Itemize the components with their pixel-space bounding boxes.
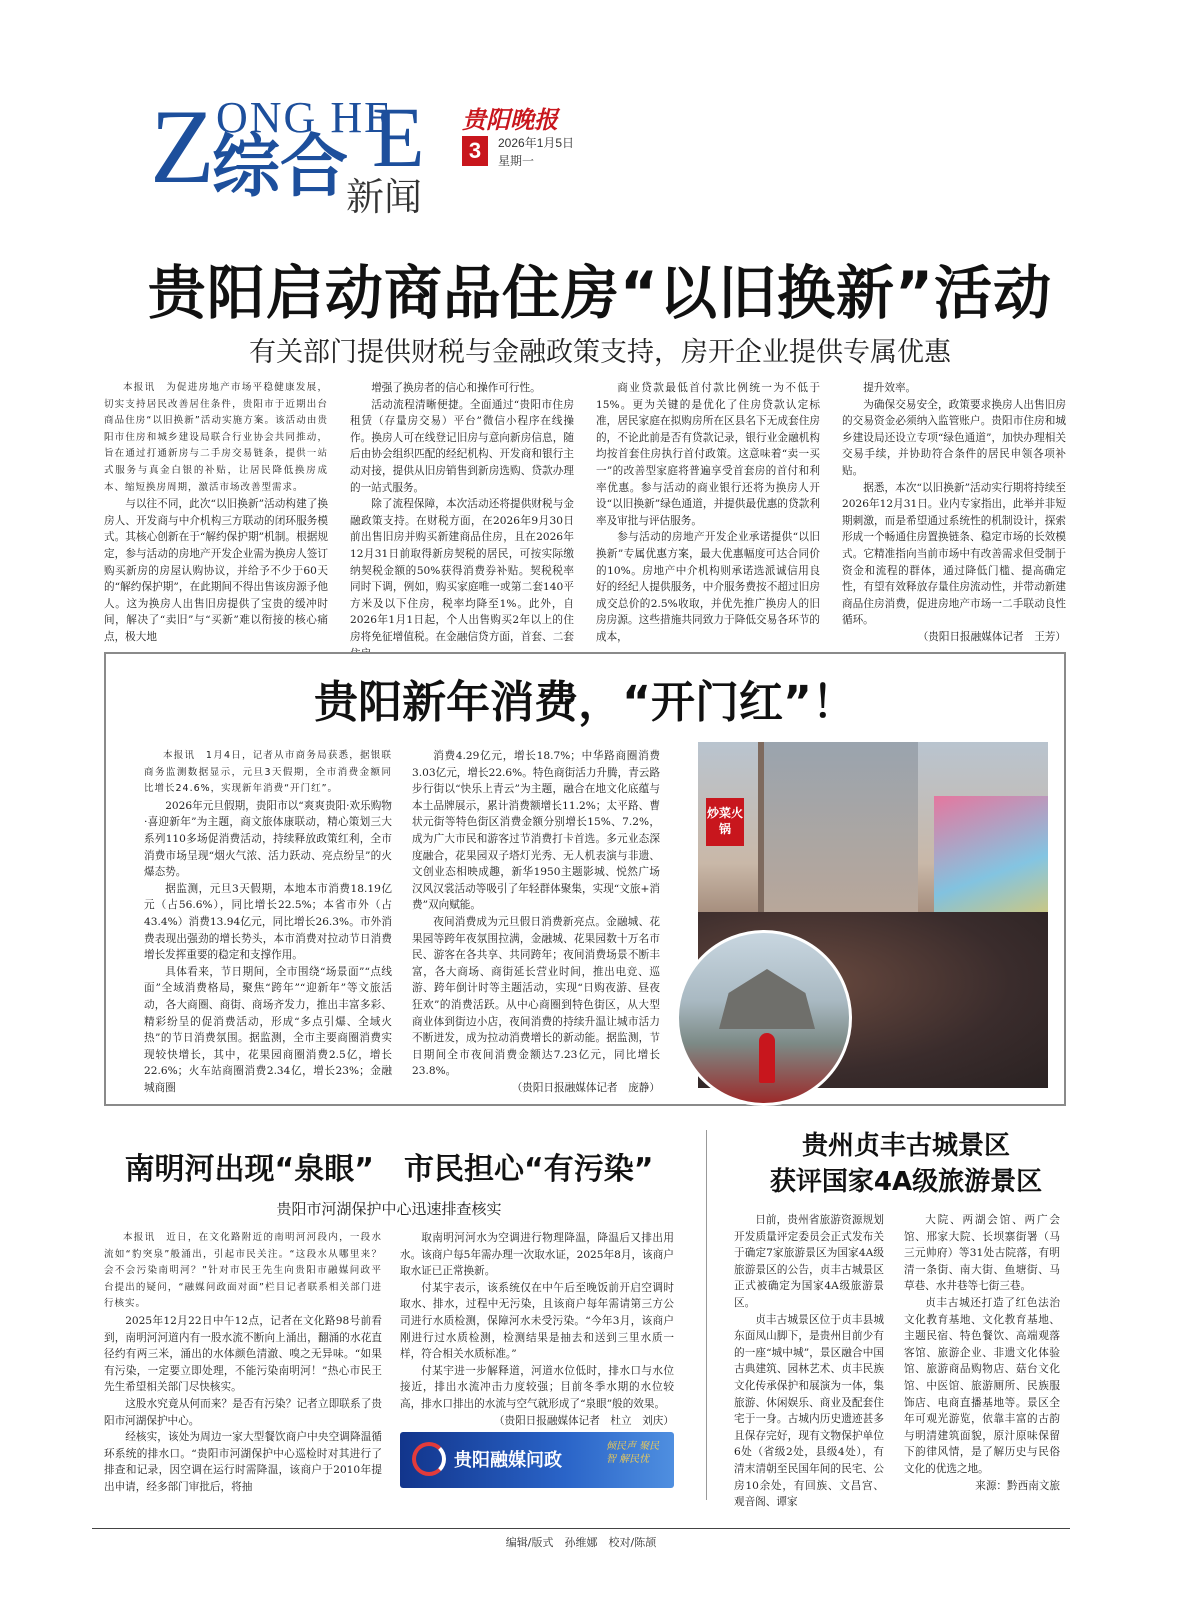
story-b-column-1 xyxy=(734,1212,884,1509)
photo-building xyxy=(758,742,918,912)
paragraph: 除了流程保障，本次活动还将提供财税与金融政策支持。在财税方面，在2026年9月30日前出售旧房并购买新建商品住房，且在2026年12月31日前取得新房契税的居民，可按实际缴纳契税金额的50%获得消费券补贴。契税税率同时下调，例如，购买家庭唯一或第二套140平方米及以下住房，税率均降至1%。此外，自2026年1月1日起，个人出售购买2年以上的住房将免征增值税。在金融信贷方面，首套、二套 xyxy=(350,498,574,643)
paragraph: 商业贷款最低首付款比例统一为不低于15%。更为关键的是优化了住房贷款认定标准，居民家庭在拟购房所在区县名下无成套住房的，不论此前是否有贷款记录，银行业金融机构均按首套住房执行首付政策。这意味着“卖一买一”的改善型家庭将普遍享受首套房的首付和利率优惠。参与活动的商业银行还将为换房人开设“以旧换新”绿色通道，并提供最优惠的贷款利率及审批与评估服务。 xyxy=(596,382,820,527)
paragraph: 参与活动的房地产开发企业承诺提供“以旧换新”专属优惠方案，最大优惠幅度可达合同价的10%。房地产中介机构则承诺选派诚信用良好的经纪人提供服务，中介服务费按不超过旧房成交总价的2.5%收取，并优先推广换房人的旧房房源。这些措施共同致力于降低交易各环节的成本， xyxy=(596,531,820,643)
paragraph: 提升效率。 xyxy=(863,382,917,394)
paragraph: 付某宇表示，该系统仅在中午后至晚饭前开启空调时取水、排水，过程中无污染，且该商户每年需请第三方公司进行水质检测，保障河水未受污染。“今年3月，该商户刚进行过水质检测，检测结果是抽去和送到三里水质一样，符合相关水质标准。” xyxy=(400,1281,674,1361)
wenzheng-banner[interactable] xyxy=(400,1432,674,1488)
lead-column-4 xyxy=(842,380,1066,643)
lead-subhead: 有关部门提供财税与金融政策支持，房开企业提供专属优惠 xyxy=(249,337,951,368)
paragraph: 本报讯 1月4日，记者从市商务局获悉，据银联商务监测数据显示，元旦3天假期，全市消费金额同比增长24.6%，实现新年消费“开门红”。 xyxy=(144,750,392,795)
byline: 来源：黔西南文旅 xyxy=(975,1479,1060,1492)
section-title: 综合 xyxy=(212,128,349,207)
masthead xyxy=(150,88,490,218)
newspaper-logo: 贵阳晚报 xyxy=(462,105,558,134)
photo-shop-sign: 炒菜火锅 xyxy=(706,798,744,846)
section-subtitle: 新闻 xyxy=(346,175,423,219)
paragraph: 与以往不同，此次“以旧换新”活动构建了换房人、开发商与中介机构三方联动的闭环服务模式。其核心创新在于“解约保护期”机制。根据规定，参与活动的房地产开发企业需为换房人签订购买新房的房屋认购协议，并给予不少于60天的“解约保护期”，在此期间不得出售该房源予他人。这为换房人出售旧房提供了宝贵的缓冲时间，解决了“卖旧”与“买新”难以衔接的核心痛点，极大地 xyxy=(104,498,328,643)
masthead-letters-onghe: ONG HE xyxy=(216,93,393,142)
paragraph: 据悉，本次“以旧换新”活动实行期将持续至2026年12月31日。业内专家指出，此举并非短期刺激，而是希望通过系统性的机制设计，探索形成一个畅通住房置换链条、稳定市场的长效模式。它精准指向当前市场中有改善需求但受制于资金和流程的群体，通过降低门槛、提高确定性，有望有效释放存量住房流动性，并带动新建商品住房消费，促进房地产市场一二手联动良性循环。 xyxy=(842,481,1066,627)
paragraph: 2025年12月22日中午12点，记者在文化路98号前看到，南明河河道内有一股水流不断向上涌出，翻涌的水花直径约有两三米，涌出的水体颜色清澈、嗅之无异味。“如果有污染，一定要立即处理，不能污染南明河！”热心市民王先生希望相关部门尽快核实。 xyxy=(104,1314,382,1394)
paragraph: 本报讯 为促进房地产市场平稳健康发展，切实支持居民改善居住条件，贵阳市于近期出台商品住房“以旧换新”活动实施方案。该活动由贵阳市住房和城乡建设局联合行业协会共同推动，旨在通过打通新房与二手房交易链条，提供一站式服务与真金白银的补贴，让居民降低换房成本、缩短换房周期，激活市场改善型需求。 xyxy=(104,382,328,493)
paragraph: 付某宇进一步解释道，河道水位低时，排水口与水位接近，排出水流冲击力度较强；目前冬季水期的水位较高，排水口排出的水流与空气就形成了“泉眼”般的效果。 xyxy=(400,1364,674,1410)
paragraph: 本报讯 近日，在文化路附近的南明河河段内，一段水流如“豹突泉”般涌出，引起市民关注。“这段水从哪里来？会不会污染南明河？”针对市民王先生向贵阳市融媒问政平台提出的疑问，“融媒问政面对面”栏目记者联系相关部门进行核实。 xyxy=(104,1232,382,1310)
old-town-inset-photo xyxy=(676,930,852,1106)
paragraph: 具体看来，节日期间，全市围绕“场景面”“点线面”全域消费格局，聚焦“跨年”“迎新年”等文旅活动，各大商圈、商街、商场齐发力，推出丰富多彩、精彩纷呈的促消费活动，形成“多点引爆、全域火热”的节日消费氛围。据监测，全市主要商圈消费实现较快增长，其中，花果园商圈消费2.5亿，增长22.6%；火车站商圈消费2.34亿，增长23%；金融城商圈 xyxy=(144,965,392,1094)
masthead-letter-z: Z xyxy=(150,88,215,205)
lead-column-2 xyxy=(350,380,574,643)
banner-text: 贵阳融媒问政 xyxy=(454,1450,562,1471)
banner-slogan: 倾民声 聚民智 解民忧 xyxy=(606,1441,660,1465)
story-a-subhead: 贵阳市河湖保护中心迅速排查核实 xyxy=(276,1200,502,1218)
issue-date: 2026年1月5日 xyxy=(498,136,575,150)
paragraph: 为确保交易安全，政策要求换房人出售旧房的交易资金必须纳入监管账户。贵阳市住房和城乡建设局还设立专项“绿色通道”，加快办理相关交易手续，并协助符合条件的居民申领各项补贴。 xyxy=(842,398,1066,477)
paragraph: 日前，贵州省旅游资源规划开发质量评定委员会正式发布关于确定7家旅游景区为国家4A级旅游景区的公告，贞丰古城景区正式被确定为国家4A级旅游景区。 xyxy=(734,1214,884,1309)
byline: （贵阳日报融媒体记者 王芳） xyxy=(917,630,1066,643)
lead-column-1 xyxy=(104,380,328,643)
feature-column-1 xyxy=(144,748,392,1094)
story-b-headline xyxy=(716,1128,1096,1200)
masthead-letter-e: E xyxy=(372,89,425,185)
story-a-column-2 xyxy=(400,1230,674,1427)
paragraph: 这股水究竟从何而来？是否有污染？记者立即联系了贵阳市河湖保护中心。 xyxy=(104,1397,382,1427)
paragraph: 2026年元旦假期，贵阳市以“爽爽贵阳·欢乐购物·喜迎新年”为主题，商文旅体康联动，精心策划三大系列110多场促消费活动，持续释放政策红利，全市消费市场呈现“烟火气浓、活力跃动、亮点纷呈”的火爆态势。 xyxy=(144,799,392,879)
paragraph: 贞丰古城还打造了红色法治文化教育基地、文化教育基地、主题民宿、特色餐饮、高端观落客馆、旅游企业、非遗文化体验馆、旅游商品购物店、菇台文化馆、中医馆、旅游厕所、民族服饰店、电商直播基地等。景区全年可观光游览，依靠丰富的古韵与明清建筑面貌，原汁原味保留下韵律风情，是了解历史与民俗文化的优选之地。 xyxy=(904,1296,1060,1475)
story-b-headline-line-2: 获评国家4A级旅游景区 xyxy=(769,1167,1043,1197)
wenzheng-logo-icon xyxy=(412,1442,446,1476)
paragraph: 增强了换房者的信心和操作可行性。 xyxy=(371,382,541,394)
paragraph: 夜间消费成为元旦假日消费新亮点。金融城、花果园等跨年夜氛围拉满，金融城、花果园数十万名市民、游客在各共享、共同跨年；夜间消费场景不断丰富，各大商场、商街延长营业时间，推出电竞、巡游、跨年倒计时等主题活动，实现“日购夜游、昼夜狂欢”的消费活跃。从中心商圈到特色街区，从大型商业体到街边小店，夜间消费的持续升温让城市活力不断迸发，成为拉动消费增长的新动能。据监测，节日期间全市夜间消费金额达7.23亿元，同比增长23.8%。 xyxy=(412,915,660,1078)
story-b-headline-line-1: 贵州贞丰古城景区 xyxy=(801,1131,1010,1161)
story-a-headline: 南明河出现“泉眼” 市民担心“有污染” xyxy=(124,1152,654,1187)
paragraph: 大院、两湖会馆、两广会馆、邢家大院、长坝寨街署（马三元帅府）等31处古院落，有明清一条街、南大街、鱼塘街、马草巷、水井巷等七街三巷。 xyxy=(904,1214,1060,1293)
paragraph: 消费4.29亿元，增长18.7%；中华路商圈消费3.03亿元，增长22.6%。特色商街活力升腾，青云路步行街以“快乐上青云”为主题，融合在地文化底蕴与本土品牌展示，累计消费额增长11.2%；太平路、曹状元街等特色街区消费金额分别增长15%、7.2%，成为广大市民和游客过节消费打卡首选。多元业态深度融合，花果园双子塔灯光秀、无人机表演与非遗、文创业态相映成趣，新华1950主题影城、悦然广场汉风汉裳活动等吸引了年轻群体聚集，实现“文旅+消费”双向赋能。 xyxy=(412,750,660,912)
paragraph: 贞丰古城景区位于贞丰县城东面凤山脚下，是贵州目前少有的一座“城中城”，景区融合中国古典建筑、园林艺术、贞丰民族文化传承保护和展演为一体，集旅游、休闲娱乐、商业及配套住宅于一身。古城内历史遗迹甚多且保存完好，现有文物保护单位6处（省级2处，县级4处），有清末清朝至民国年间的民宅、公房10余处，有回族、文昌宫、观音阁、谭家 xyxy=(734,1313,884,1509)
column-divider xyxy=(706,1130,707,1500)
paragraph: 经核实，该处为周边一家大型餐饮商户中央空调降温循环系统的排水口。“贵阳市河湖保护中心巡检时对其进行了排查和记录，因空调在运行时需降温，该商户于2010年提出申请，经多部门审批后，将抽 xyxy=(104,1431,382,1493)
inset-performer xyxy=(759,1033,775,1083)
byline: （贵阳日报融媒体记者 庞静） xyxy=(511,1081,660,1094)
footer-credit: 编辑/版式 孙维娜 校对/陈颉 xyxy=(505,1536,657,1549)
paragraph: 活动流程清晰便捷。全面通过“贵阳市住房租赁（存量房交易）平台”微信小程序在线操作。换房人可在线登记旧房与意向新房信息，随后由协会组织匹配的经纪机构、开发商和银行主动对接，提供从旧房销售到新房选购、贷款办理的一站式服务。 xyxy=(350,398,574,494)
paragraph: 据监测，元旦3天假期，本地本市消费18.19亿元（占56.6%），同比增长22.5%；本省市外（占43.4%）消费13.94亿元，同比增长26.3%。市外消费表现出强劲的增长势头，本市消费对拉动节日消费增长发挥重要的稳定和支撑作用。 xyxy=(144,882,392,962)
feature-headline: 贵阳新年消费，“开门红”！ xyxy=(314,677,856,728)
footer-rule xyxy=(92,1528,1070,1529)
paragraph: 取南明河河水为空调进行物理降温，降温后又排出用水。该商户每5年需办理一次取水证，2025年8月，该商户取水证已正常换新。 xyxy=(400,1232,674,1278)
story-a-column-1 xyxy=(104,1230,382,1492)
lead-column-3 xyxy=(596,380,820,643)
inset-gate xyxy=(719,969,815,1029)
page-number: 3 xyxy=(462,136,488,166)
story-b-column-2 xyxy=(904,1212,1060,1498)
lead-headline: 贵阳启动商品住房“以旧换新”活动 xyxy=(147,259,1053,327)
feature-column-2 xyxy=(412,748,660,1094)
byline: （贵阳日报融媒体记者 杜立 刘庆） xyxy=(493,1414,674,1427)
issue-weekday: 星期一 xyxy=(498,154,535,168)
